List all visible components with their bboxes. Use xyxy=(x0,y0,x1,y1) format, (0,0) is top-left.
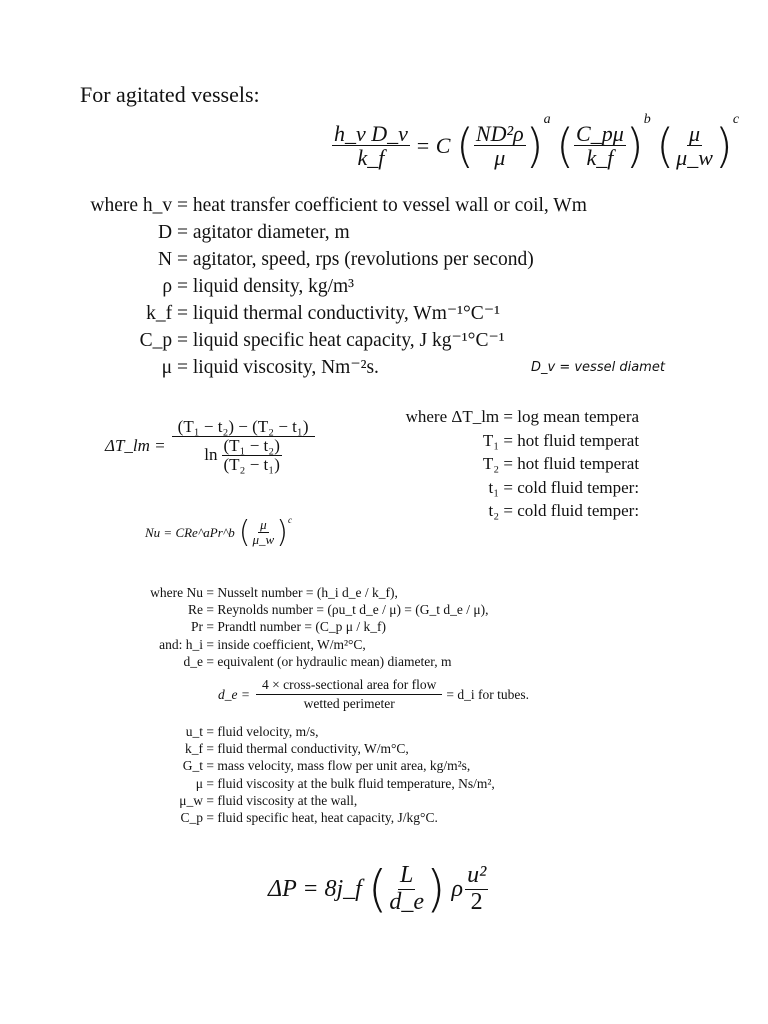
def-symbol: k_f = xyxy=(185,741,214,757)
def-symbol: D = xyxy=(158,222,188,243)
def-symbol: t₂ = xyxy=(488,501,513,520)
def-symbol: μ = xyxy=(195,775,214,791)
de-rhs: = d_i for tubes. xyxy=(446,686,530,702)
def-row xyxy=(80,273,668,300)
def-symbol: Re = xyxy=(188,602,214,618)
dp-ratio xyxy=(387,863,426,914)
def-row xyxy=(360,429,668,453)
def-text: liquid specific heat capacity, J kg⁻¹°C⁻¹ xyxy=(192,330,505,351)
def-symbol: Pr = xyxy=(191,619,214,635)
def-symbol: ρ = xyxy=(162,276,188,297)
def-text: fluid velocity, m/s, xyxy=(217,724,319,739)
def-text: Nusselt number = (h_i d_e / k_f), xyxy=(217,585,398,600)
nusselt-equation: Nu = CRe^aPr^b ( $\frac{\mu}{\mu\_w}$ ) $^c$ xyxy=(145,515,292,550)
def-text: fluid specific heat, heat capacity, J/kg°C. xyxy=(217,810,438,826)
def-row xyxy=(110,740,495,757)
vessel-equals: = C xyxy=(415,132,451,158)
fluid-definitions xyxy=(110,723,495,826)
vessel-lhs-fraction xyxy=(332,122,410,169)
nusselt-num: μ xyxy=(260,517,267,533)
def-row xyxy=(360,499,668,523)
def-symbol: where Nu = xyxy=(150,585,214,600)
def-text: Reynolds number = (ρu_t d_e / μ) = (G_t d_e / μ), xyxy=(217,602,489,618)
def-row xyxy=(110,792,495,809)
def-text: inside coefficient, W/m²°C, xyxy=(217,636,366,652)
def-row xyxy=(360,405,668,429)
vessel-term1-num: ND²ρ xyxy=(475,121,524,147)
def-symbol: C_p = xyxy=(139,330,188,351)
def-row xyxy=(110,809,495,826)
def-row xyxy=(80,300,668,327)
def-text: cold fluid temper: xyxy=(517,501,640,520)
nusselt-fraction xyxy=(251,518,277,546)
def-text: liquid density, kg/m³ xyxy=(192,276,354,297)
vessel-term2-num: C_pμ xyxy=(576,121,624,147)
def-text: agitator, speed, rps (revolutions per second) xyxy=(192,249,534,270)
def-text: mass velocity, mass flow per unit area, kg/m²s, xyxy=(217,758,471,774)
dp-rho: ρ xyxy=(451,875,464,902)
vessel-term1 xyxy=(474,122,526,169)
def-row xyxy=(80,327,668,354)
ln-denominator: (T₂ − t₁) xyxy=(223,454,280,474)
hydraulic-diameter-equation xyxy=(218,678,529,711)
lmtd-lhs: ΔT_lm = xyxy=(105,435,166,455)
def-symbol: μ = xyxy=(161,357,188,378)
nusselt-exponent: c xyxy=(287,515,292,525)
def-row xyxy=(110,584,489,601)
vessel-term1-den: μ xyxy=(494,145,506,171)
dp-velocity-den: 2 xyxy=(470,888,483,915)
exponent-a: a xyxy=(543,112,551,127)
def-row xyxy=(80,192,668,219)
vessel-lhs-den: k_f xyxy=(357,145,385,171)
dp-velocity-fraction xyxy=(465,863,488,914)
de-lhs: d_e = xyxy=(218,686,250,702)
exponent-c: c xyxy=(732,112,740,127)
def-row xyxy=(110,757,495,774)
def-symbol: where ΔT_lm = xyxy=(405,407,513,426)
def-text: hot fluid temperat xyxy=(517,454,640,473)
dp-lhs: ΔP = 8j_f xyxy=(268,875,362,902)
section-heading: For agitated vessels: xyxy=(80,82,260,107)
ln-symbol: ln xyxy=(204,445,218,465)
ln-numerator: (T₁ − t₂) xyxy=(223,435,280,455)
vessel-term3 xyxy=(674,122,715,169)
def-row xyxy=(110,723,495,740)
def-row xyxy=(360,476,668,500)
def-text: equivalent (or hydraulic mean) diameter, m xyxy=(217,653,452,669)
dp-ratio-num: L xyxy=(400,862,414,889)
def-row xyxy=(110,775,495,792)
def-row xyxy=(110,653,489,670)
def-symbol: d_e = xyxy=(183,653,214,669)
nusselt-lhs: Nu = CRe^aPr^b xyxy=(145,524,235,540)
exponent-b: b xyxy=(643,112,651,127)
lmtd-denominator xyxy=(202,437,284,474)
def-text: agitator diameter, m xyxy=(192,222,350,243)
def-symbol: C_p = xyxy=(180,810,214,826)
def-text: liquid thermal conductivity, Wm⁻¹°C⁻¹ xyxy=(192,303,500,324)
de-numerator: 4 × cross-sectional area for flow xyxy=(256,678,442,695)
lmtd-numerator: (T₁ − t₂) − (T₂ − t₁) xyxy=(172,418,315,437)
dp-ratio-den: d_e xyxy=(389,888,425,915)
def-symbol: T₁ = xyxy=(482,430,513,450)
vessel-term3-den: μ_w xyxy=(676,145,713,171)
vessel-term2 xyxy=(574,122,626,169)
def-row xyxy=(80,219,668,246)
def-text: fluid thermal conductivity, W/m°C, xyxy=(217,741,409,757)
vessel-lhs-num: h_v D_v xyxy=(334,121,408,147)
def-symbol: where h_v = xyxy=(90,195,188,216)
lmtd-definitions xyxy=(360,405,668,523)
de-fraction xyxy=(256,678,442,711)
def-symbol: μ_w = xyxy=(179,792,214,808)
def-row xyxy=(110,636,489,653)
def-symbol: G_t = xyxy=(182,758,214,774)
dp-velocity-num: u² xyxy=(467,862,487,889)
def-text: hot fluid temperat xyxy=(517,430,640,450)
def-text: fluid viscosity at the bulk fluid temperature, Ns/m², xyxy=(217,775,495,791)
def-text: Prandtl number = (C_p μ / k_f) xyxy=(217,619,386,635)
def-row xyxy=(80,246,668,273)
def-text: cold fluid temper: xyxy=(517,477,640,497)
vessel-equation: $\frac{\text{h\_v D\_v}}{k\_f}$ = C ( $\frac{\text{ND²ρ}}{\mu}$ )$^a$ ( $\frac{C\_p\mu}{k\_f}$ )$^b$ ( $\frac{\mu}{\mu\_w}$ )$^c$ xyxy=(334,112,740,173)
vessel-term2-den: k_f xyxy=(586,145,614,171)
vessel-diameter-note: D_v = vessel diamet xyxy=(531,360,665,375)
def-text: fluid viscosity at the wall, xyxy=(217,792,358,808)
vessel-definitions xyxy=(80,192,668,381)
def-symbol: and: h_i = xyxy=(159,636,214,652)
vessel-term3-num: μ xyxy=(688,121,701,147)
def-text: heat transfer coefficient to vessel wall or coil, Wm xyxy=(192,195,587,216)
def-row xyxy=(360,452,668,476)
nusselt-den: μ_w xyxy=(252,532,275,547)
def-symbol: t₁ = xyxy=(488,477,513,497)
pressure-drop-equation: ΔP = 8j_f ( $\frac{L}{d\_e}$ ) ρ $\frac{\text{u²}}{2}$ xyxy=(268,860,487,918)
de-denominator: wetted perimeter xyxy=(303,696,395,712)
ln-fraction xyxy=(222,437,282,474)
def-symbol: N = xyxy=(158,249,188,270)
def-row xyxy=(110,618,489,635)
lmtd-fraction xyxy=(172,418,315,474)
def-symbol: k_f = xyxy=(146,303,188,324)
def-symbol: T₂ = xyxy=(482,454,513,473)
tube-definitions xyxy=(110,584,489,670)
def-text: log mean tempera xyxy=(517,407,640,426)
lmtd-equation xyxy=(105,418,315,474)
def-row xyxy=(110,601,489,618)
def-text: liquid viscosity, Nm⁻²s. xyxy=(192,357,379,378)
def-symbol: u_t = xyxy=(185,724,214,739)
